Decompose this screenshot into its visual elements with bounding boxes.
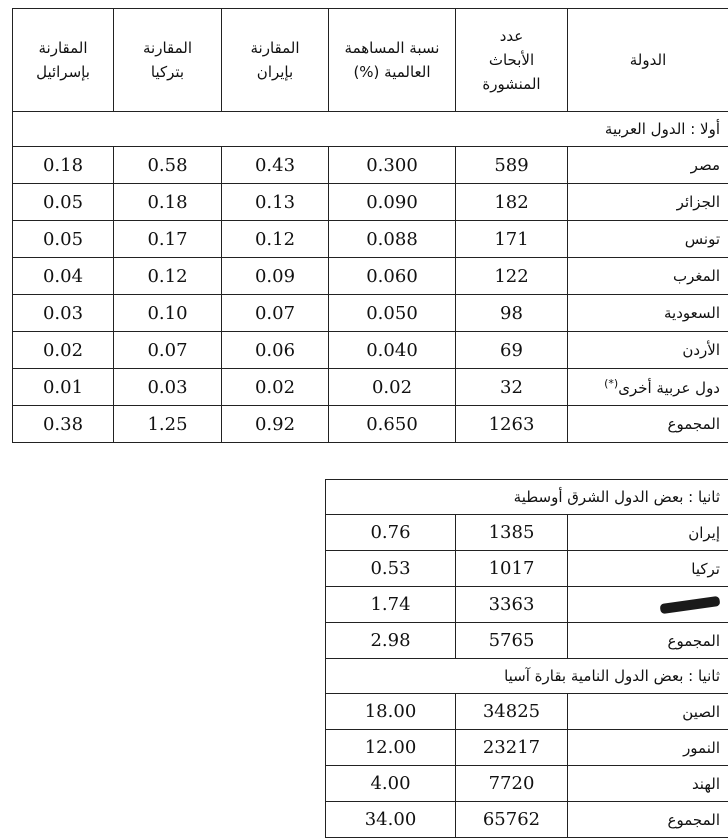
country-name bbox=[568, 221, 728, 258]
table-row bbox=[326, 515, 728, 551]
israel-ratio: 0.01 bbox=[13, 369, 114, 406]
papers-count: 5765 bbox=[456, 623, 568, 659]
share-percent: 34.00 bbox=[326, 802, 456, 838]
turkey-ratio: 0.03 bbox=[114, 369, 222, 406]
share-percent: 0.300 bbox=[329, 147, 456, 184]
arab-total-row bbox=[13, 406, 728, 443]
section-title-arab: أولا : الدول العربية bbox=[13, 112, 728, 147]
share-percent: 0.050 bbox=[329, 295, 456, 332]
share-percent: 12.00 bbox=[326, 730, 456, 766]
share-percent: 0.088 bbox=[329, 221, 456, 258]
papers-count: 69 bbox=[456, 332, 568, 369]
country-name bbox=[568, 369, 728, 406]
country-name bbox=[568, 147, 728, 184]
header-israel: المقارنة بإسرائيل bbox=[13, 9, 114, 112]
israel-ratio: 0.04 bbox=[13, 258, 114, 295]
country-label: مصر bbox=[691, 156, 720, 174]
share-percent: 0.090 bbox=[329, 184, 456, 221]
table-row bbox=[326, 551, 728, 587]
header-turkey: المقارنة بتركيا bbox=[114, 9, 222, 112]
country-name: الصين bbox=[568, 694, 728, 730]
iran-ratio: 0.43 bbox=[222, 147, 329, 184]
turkey-ratio: 0.12 bbox=[114, 258, 222, 295]
papers-count: 32 bbox=[456, 369, 568, 406]
footnote-marker: (*) bbox=[604, 377, 618, 390]
header-row bbox=[13, 9, 728, 112]
turkey-ratio: 0.17 bbox=[114, 221, 222, 258]
israel-ratio: 0.02 bbox=[13, 332, 114, 369]
papers-count: 171 bbox=[456, 221, 568, 258]
israel-ratio: 0.18 bbox=[13, 147, 114, 184]
table-row bbox=[13, 184, 728, 221]
turkey-ratio: 0.18 bbox=[114, 184, 222, 221]
table-row bbox=[326, 587, 728, 623]
iran-ratio: 0.12 bbox=[222, 221, 329, 258]
israel-ratio: 0.05 bbox=[13, 184, 114, 221]
share-percent: 4.00 bbox=[326, 766, 456, 802]
papers-count: 1017 bbox=[456, 551, 568, 587]
share-percent: 2.98 bbox=[326, 623, 456, 659]
table-row bbox=[13, 332, 728, 369]
country-label: السعودية bbox=[664, 304, 720, 322]
papers-count: 34825 bbox=[456, 694, 568, 730]
table-row bbox=[326, 694, 728, 730]
papers-count: 1385 bbox=[456, 515, 568, 551]
comparison-table bbox=[325, 479, 728, 838]
share-percent: 0.060 bbox=[329, 258, 456, 295]
iran-ratio: 0.06 bbox=[222, 332, 329, 369]
country-label: تونس bbox=[685, 230, 720, 248]
section-title-asia: ثانيا : بعض الدول النامية بقارة آسيا bbox=[326, 659, 728, 694]
country-name bbox=[568, 332, 728, 369]
papers-count: 3363 bbox=[456, 587, 568, 623]
share-percent: 0.76 bbox=[326, 515, 456, 551]
papers-count: 182 bbox=[456, 184, 568, 221]
table-row bbox=[326, 766, 728, 802]
table-row bbox=[13, 258, 728, 295]
country-name bbox=[568, 587, 728, 623]
header-share: نسبة المساهمة العالمية (%) bbox=[329, 9, 456, 112]
papers-count: 589 bbox=[456, 147, 568, 184]
table-row bbox=[326, 802, 728, 838]
papers-count: 65762 bbox=[456, 802, 568, 838]
total-papers: 1263 bbox=[456, 406, 568, 443]
papers-count: 98 bbox=[456, 295, 568, 332]
section-row-asia bbox=[326, 659, 728, 694]
papers-count: 23217 bbox=[456, 730, 568, 766]
iran-ratio: 0.13 bbox=[222, 184, 329, 221]
turkey-ratio: 0.10 bbox=[114, 295, 222, 332]
country-name bbox=[568, 258, 728, 295]
papers-count: 7720 bbox=[456, 766, 568, 802]
share-percent: 0.040 bbox=[329, 332, 456, 369]
iran-ratio: 0.09 bbox=[222, 258, 329, 295]
iran-ratio: 0.07 bbox=[222, 295, 329, 332]
total-iran: 0.92 bbox=[222, 406, 329, 443]
papers-count: 122 bbox=[456, 258, 568, 295]
header-papers: عدد الأبحاث المنشورة bbox=[456, 9, 568, 112]
country-name: المجموع bbox=[568, 802, 728, 838]
table-row bbox=[326, 623, 728, 659]
turkey-ratio: 0.07 bbox=[114, 332, 222, 369]
table-row bbox=[13, 369, 728, 406]
header-iran: المقارنة بإيران bbox=[222, 9, 329, 112]
total-israel: 0.38 bbox=[13, 406, 114, 443]
turkey-ratio: 0.58 bbox=[114, 147, 222, 184]
iran-ratio: 0.02 bbox=[222, 369, 329, 406]
share-percent: 18.00 bbox=[326, 694, 456, 730]
israel-ratio: 0.05 bbox=[13, 221, 114, 258]
share-percent: 0.53 bbox=[326, 551, 456, 587]
table-row bbox=[326, 730, 728, 766]
total-share: 0.650 bbox=[329, 406, 456, 443]
country-name: إيران bbox=[568, 515, 728, 551]
section-title-mideast: ثانيا : بعض الدول الشرق أوسطية bbox=[326, 480, 728, 515]
section-row-arab bbox=[13, 112, 728, 147]
country-label: المغرب bbox=[673, 267, 720, 285]
header-country: الدولة bbox=[568, 9, 728, 112]
country-label: الأردن bbox=[682, 341, 720, 359]
country-name: المجموع bbox=[568, 623, 728, 659]
total-turkey: 1.25 bbox=[114, 406, 222, 443]
country-label: دول عربية أخرى bbox=[618, 379, 720, 397]
statistics-table bbox=[12, 8, 728, 443]
table-row bbox=[13, 295, 728, 332]
country-name: تركيا bbox=[568, 551, 728, 587]
table-row bbox=[13, 221, 728, 258]
redaction-mark bbox=[660, 596, 721, 614]
country-name bbox=[568, 295, 728, 332]
table-row bbox=[13, 147, 728, 184]
section-row-mideast bbox=[326, 480, 728, 515]
share-percent: 1.74 bbox=[326, 587, 456, 623]
total-label: المجموع bbox=[568, 406, 728, 443]
country-label: الجزائر bbox=[677, 193, 720, 211]
country-name: النمور bbox=[568, 730, 728, 766]
share-percent: 0.02 bbox=[329, 369, 456, 406]
country-name bbox=[568, 184, 728, 221]
israel-ratio: 0.03 bbox=[13, 295, 114, 332]
country-name: الهند bbox=[568, 766, 728, 802]
